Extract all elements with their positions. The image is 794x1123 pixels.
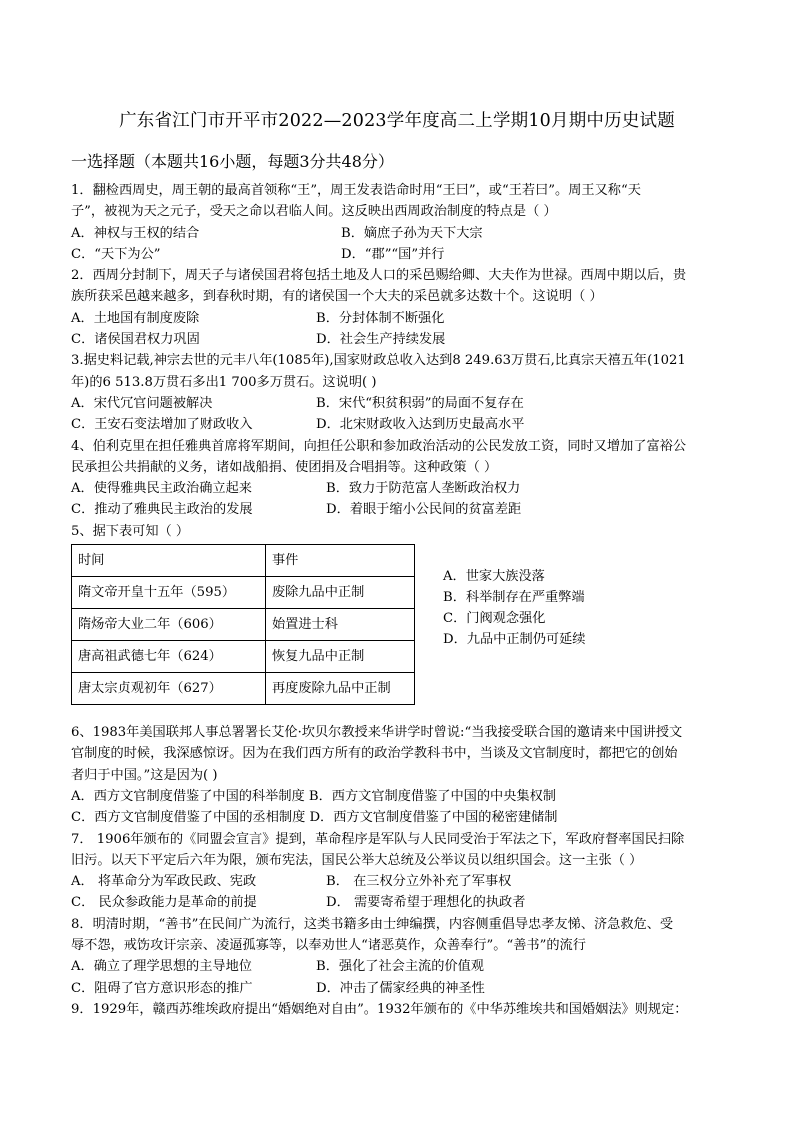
question-5: [71, 521, 731, 706]
option-b: B．强化了社会主流的价值观: [316, 959, 484, 975]
question-6: [71, 722, 731, 828]
question-4: [71, 436, 731, 521]
option-b: B．科举制存在严重弊端: [443, 590, 585, 606]
option-row: [71, 393, 731, 414]
table-header-row: [72, 545, 415, 577]
table-row: [72, 673, 415, 705]
option-row: [71, 892, 731, 913]
table-header: 时间: [72, 545, 266, 577]
table-cell: 隋炀帝大业二年（606）: [72, 609, 266, 641]
option-row: [71, 956, 731, 977]
option-d: D．着眼于缩小公民间的贫富差距: [326, 502, 522, 518]
option-row: [71, 499, 731, 520]
option-a: A．神权与王权的结合: [71, 225, 200, 241]
table-cell: 再度废除九品中正制: [266, 673, 415, 705]
option-a: A．土地国有制度废除: [71, 310, 200, 326]
question-9: [71, 999, 731, 1020]
option-row: [71, 478, 731, 499]
table-cell: 始置进士科: [266, 609, 415, 641]
question-stem: 子”，被视为天之元子，受天之命以君临人间。这反映出西周政治制度的特点是（ ）: [71, 204, 557, 220]
table-cell: 唐太宗贞观初年（627）: [72, 673, 266, 705]
question-stem: 官制度的时候，我深感惊讶。因为在我们西方所有的政治学教科书中，当谈及文官制度时，都把它的创始: [71, 746, 678, 762]
option-d: D．九品中正制仍可延续: [443, 632, 586, 648]
option-list: [443, 566, 585, 650]
option-row: [71, 244, 731, 265]
option-c: C．推动了雅典民主政治的发展: [71, 502, 253, 518]
question-stem: 旧污。以天下平定后六年为限，颁布宪法，国民公举大总统及公举议员以组织国会。这一主张（ ）: [71, 852, 643, 868]
option-row: [71, 223, 731, 244]
question-7: [71, 829, 731, 914]
option-row: [71, 414, 731, 435]
question-1: [71, 180, 731, 265]
question-stem: 者归于中国。”这是因为( ): [71, 767, 218, 783]
question-stem: 8．明清时期，“善书”在民间广为流行，这类书籍多由士绅编撰，内容侧重倡导忠孝友悌、济急救危、受: [71, 916, 674, 932]
option-c: C． 民众参政能力是革命的前提: [71, 895, 257, 911]
option-b: B． 在三权分立外补充了军事权: [326, 874, 512, 890]
option-b: B．宋代“积贫积弱”的局面不复存在: [316, 395, 524, 411]
option-a: A． 将革命分为军政民政、宪政: [71, 874, 257, 890]
option-c: C．“天下为公”: [71, 246, 161, 262]
question-stem: 6、1983年美国联邦人事总署署长艾伦·坎贝尔教授来华讲学时曾说:“当我接受联合国的邀请来中国讲授文: [71, 725, 683, 741]
option-d: D． 需要寄希望于理想化的执政者: [326, 895, 526, 911]
table-row: [72, 609, 415, 641]
option-a: A．使得雅典民主政治确立起来: [71, 481, 252, 497]
question-stem: 民承担公共捐献的义务，诸如战船捐、使团捐及合唱捐等。这种政策（ ）: [71, 459, 498, 475]
option-d: D．北宋财政收入达到历史最高水平: [316, 417, 525, 433]
question-stem: 7． 1906年颁布的《同盟会宣言》提到，革命程序是军队与人民同受治于军法之下，军政府督率国民扫除: [71, 831, 685, 847]
option-d: D．冲击了儒家经典的神圣性: [316, 980, 485, 996]
option-c: C．阻碍了官方意识形态的推广: [71, 980, 253, 996]
table-header: 事件: [266, 545, 415, 577]
question-8: [71, 914, 731, 999]
table-cell: 隋文帝开皇十五年（595）: [72, 577, 266, 609]
option-a: A．确立了理学思想的主导地位: [71, 959, 252, 975]
option-d: D．社会生产持续发展: [316, 332, 446, 348]
table-cell: 唐高祖武德七年（624）: [72, 641, 266, 673]
question-3: [71, 350, 731, 435]
option-c: C．诸侯国君权力巩固: [71, 332, 200, 348]
option-c: C．王安石变法增加了财政收入: [71, 417, 253, 433]
table-row: [72, 577, 415, 609]
question-stem: 年)的6 513.8万贯石多出1 700多万贯石。这说明( ): [71, 374, 377, 390]
option-b: B．嫡庶子孙为天下大宗: [341, 225, 483, 241]
page-title: 广东省江门市开平市2022—2023学年度高二上学期10月期中历史试题: [119, 111, 675, 131]
table-row: [72, 641, 415, 673]
option-row: [71, 308, 731, 329]
spacer: [71, 706, 731, 722]
option-row: [71, 978, 731, 999]
section-heading: 一选择题（本题共16小题，每题3分共48分）: [71, 152, 394, 171]
question-2: [71, 265, 731, 350]
option-b: B．分封体制不断强化: [316, 310, 445, 326]
question-stem: 4、伯利克里在担任雅典首席将军期间，向担任公职和参加政治活动的公民发放工资，同时又增加了富裕公: [71, 438, 687, 454]
question-stem: 9．1929年，赣西苏维埃政府提出“婚姻绝对自由”。1932年颁布的《中华苏维埃共和国婚姻法》则规定：: [71, 1001, 688, 1017]
option-row: [71, 871, 731, 892]
table-cell: 废除九品中正制: [266, 577, 415, 609]
option-row-ab: A．西方文官制度借鉴了中国的科举制度 B．西方文官制度借鉴了中国的中央集权制: [71, 788, 556, 804]
option-a: A．世家大族没落: [443, 569, 545, 585]
option-a: A．宋代冗官问题被解决: [71, 395, 213, 411]
question-list: [71, 180, 731, 1020]
history-table: [71, 544, 415, 705]
question-stem: 2．西周分封制下，周天子与诸侯国君将包括土地及人口的采邑赐给卿、大夫作为世禄。西周中期以后，贵: [71, 268, 687, 284]
option-c: C．门阀观念强化: [443, 611, 546, 627]
option-d: D．“郡”“国”并行: [341, 246, 445, 262]
question-stem: 1．翻检西周史，周王朝的最高首领称“王”，周王发表诰命时用“王曰”，或“王若曰”。周王又称“天: [71, 183, 641, 198]
option-row: [71, 329, 731, 350]
option-b: B．致力于防范富人垄断政治权力: [326, 481, 521, 497]
question-stem: 3.据史料记载,神宗去世的元丰八年(1085年),国家财政总收入达到8 249.63万贯石,比真宗天禧五年(1021: [71, 353, 686, 369]
question-stem: 族所获采邑越来越多，到春秋时期，有的诸侯国一个大夫的采邑就多达数十个。这说明（ ）: [71, 289, 603, 305]
option-row-cd: C．西方文官制度借鉴了中国的丞相制度 D．西方文官制度借鉴了中国的秘密建储制: [71, 810, 558, 826]
question-5-body: [71, 544, 731, 706]
table-cell: 恢复九品中正制: [266, 641, 415, 673]
question-stem: 辱不怨，戒饬攻讦宗亲、凌逼孤寡等，以奉劝世人“诸恶莫作，众善奉行”。“善书”的流行: [71, 938, 586, 954]
question-stem: 5、据下表可知（ ）: [71, 523, 190, 539]
